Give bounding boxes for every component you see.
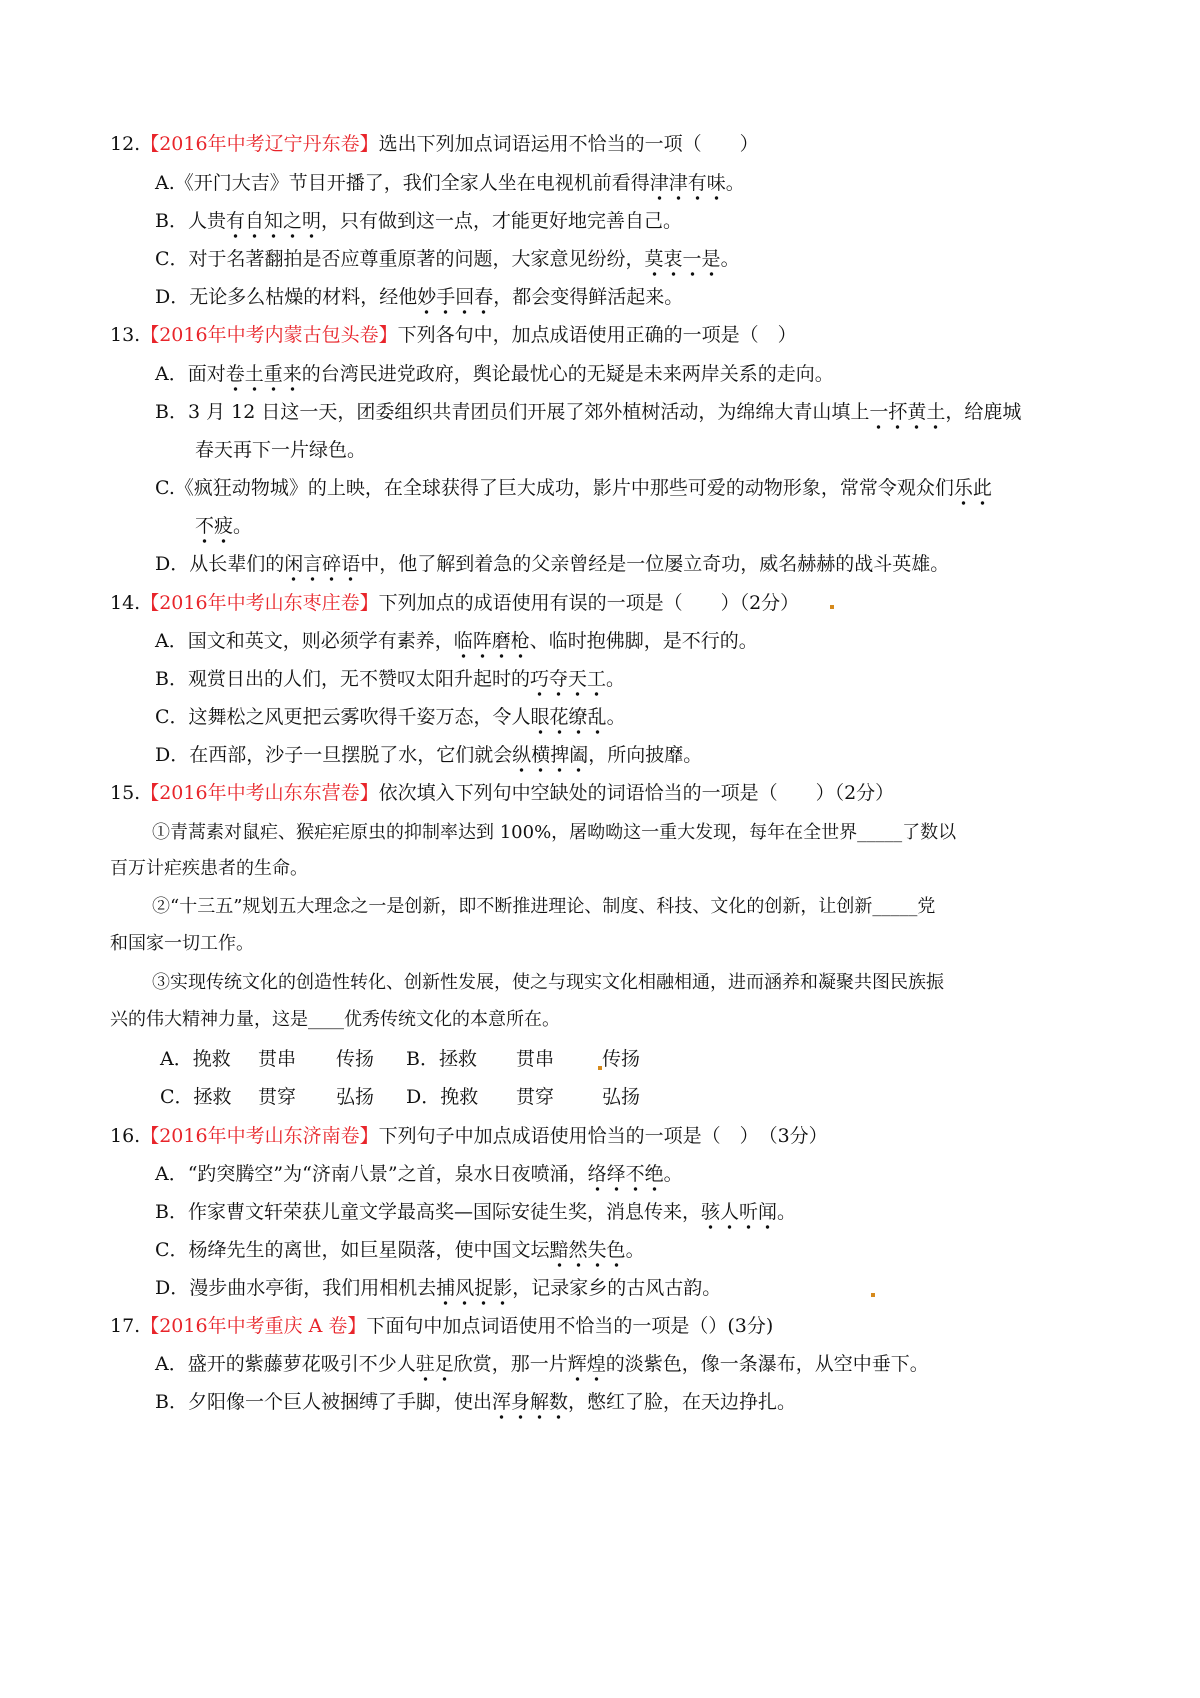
option-text: A．国文和英文，则必须学有素养， <box>155 630 454 652</box>
option-text: B．观赏日出的人们，无不赞叹太阳升起时的 <box>155 668 530 690</box>
option-text: ，记录家乡的古风古韵。 <box>512 1277 722 1299</box>
option-text: C．杨绛先生的离世，如巨星陨落，使中国文坛 <box>155 1239 550 1261</box>
dotted-idiom: 骇人听闻 <box>701 1201 777 1230</box>
choice-cell: B．拯救 <box>406 1048 477 1070</box>
source-tag: 【2016年中考重庆 A 卷】 <box>140 1315 367 1337</box>
option-text: B．3 月 12 日这一天，团委组织共青团员们开展了郊外植树活动，为绵绵大青山填上 <box>155 401 870 423</box>
option-b <box>155 666 625 692</box>
option-text: C．对于名著翻拍是否应尊重原著的问题，大家意见纷纷， <box>155 248 645 270</box>
passage-3-line-2: 兴的伟大精神力量，这是____优秀传统文化的本意所在。 <box>110 1009 560 1030</box>
source-tag: 【2016年中考山东东营卷】 <box>140 782 379 804</box>
dotted-idiom: 不疲 <box>195 515 233 544</box>
question-15-stem <box>110 780 894 806</box>
option-a <box>155 628 758 654</box>
question-text: 选出下列加点词语运用不恰当的一项（ ） <box>378 133 759 155</box>
dotted-idiom: 临阵磨枪 <box>454 630 530 659</box>
option-text: D．从长辈们的 <box>155 553 285 575</box>
option-a <box>155 1351 929 1377</box>
option-text: D．在西部，沙子一旦摆脱了水，它们就会 <box>155 744 513 766</box>
dotted-idiom: 卷土重来 <box>226 363 302 392</box>
option-c <box>155 475 992 501</box>
option-text: C．这舞松之风更把云雾吹得千姿万态，令人 <box>155 706 531 728</box>
source-tag: 【2016年中考山东济南卷】 <box>140 1125 379 1147</box>
option-c-continued <box>195 513 252 539</box>
option-b <box>155 208 682 234</box>
option-text: D．无论多么枯燥的材料，经他 <box>155 286 418 308</box>
question-text: 下列加点的成语使用有误的一项是（ ）（2分） <box>378 592 800 614</box>
option-text: 。 <box>663 1163 683 1185</box>
question-14-stem <box>110 590 799 616</box>
dotted-idiom: 浑身解数 <box>492 1391 568 1420</box>
question-text: 下列句子中加点成语使用恰当的一项是（ ） （3分） <box>378 1125 828 1147</box>
dotted-idiom: 纵横捭阖 <box>512 744 588 773</box>
stray-dot-mark <box>598 1066 602 1070</box>
option-b <box>155 1199 796 1225</box>
option-c <box>155 246 740 272</box>
passage-1-line-2: 百万计疟疾患者的生命。 <box>110 858 308 879</box>
option-text: 中，他了解到着急的父亲曾经是一位屡立奇功，威名赫赫的战斗英雄。 <box>360 553 950 575</box>
dotted-idiom: 眼花缭乱 <box>531 706 607 735</box>
passage-3-line-1: ③实现传统文化的创造性转化、创新性发展，使之与现实文化相融相通，进而涵养和凝聚共图民族振 <box>152 972 944 993</box>
option-text: B．夕阳像一个巨人被捆缚了手脚，使出 <box>155 1391 492 1413</box>
choice-cell: 贯串 <box>258 1048 297 1070</box>
option-text: 。 <box>776 1201 796 1223</box>
option-a <box>155 1161 683 1187</box>
dotted-idiom: 津津有味 <box>650 172 726 201</box>
option-text: A．面对 <box>155 363 226 385</box>
option-text: D．漫步曲水亭街，我们用相机去 <box>155 1277 437 1299</box>
stray-dot-mark <box>871 1293 875 1297</box>
option-text: ，只有做到这一点，才能更好地完善自己。 <box>320 210 682 232</box>
question-17-stem <box>110 1313 773 1339</box>
option-text: 。 <box>625 1239 645 1261</box>
source-tag: 【2016年中考内蒙古包头卷】 <box>140 324 398 346</box>
question-12-stem <box>110 131 759 157</box>
choice-cell: D．挽救 <box>406 1086 479 1108</box>
dotted-idiom: 巧夺天工 <box>530 668 606 697</box>
option-b <box>155 399 1021 425</box>
question-number: 13. <box>110 324 141 346</box>
option-b-continued: 春天再下一片绿色。 <box>195 439 367 461</box>
option-c <box>155 1237 645 1263</box>
option-text: 的淡紫色，像一条瀑布，从空中垂下。 <box>605 1353 929 1375</box>
choice-cell: 贯串 <box>516 1048 555 1070</box>
option-d <box>155 1275 721 1301</box>
dotted-idiom: 黯然失色 <box>550 1239 626 1268</box>
question-number: 12. <box>110 133 141 155</box>
dotted-idiom: 辉煌 <box>568 1353 606 1382</box>
dotted-idiom: 络绎不绝 <box>588 1163 664 1192</box>
option-text: 。 <box>720 248 740 270</box>
option-a <box>155 361 834 387</box>
option-text: 欣赏，那一片 <box>453 1353 568 1375</box>
choice-cell: 弘扬 <box>602 1086 641 1108</box>
dotted-idiom: 乐此 <box>954 477 992 506</box>
choice-cell: A．挽救 <box>160 1048 231 1070</box>
option-text: 。 <box>233 515 253 537</box>
question-13-stem <box>110 322 797 348</box>
option-text: 、临时抱佛脚，是不行的。 <box>529 630 758 652</box>
question-number: 17. <box>110 1315 141 1337</box>
question-text: 依次填入下列句中空缺处的词语恰当的一项是（ ）（2分） <box>378 782 895 804</box>
option-d <box>155 742 702 768</box>
dotted-idiom: 有自知之明 <box>226 210 321 239</box>
option-a <box>155 170 745 196</box>
option-text: B．人贵 <box>155 210 226 232</box>
source-tag: 【2016年中考辽宁丹东卷】 <box>140 133 379 155</box>
choice-cell: C．拯救 <box>160 1086 232 1108</box>
choice-row-2 <box>160 1084 640 1110</box>
option-text: C.《疯狂动物城》的上映，在全球获得了巨大成功，影片中那些可爱的动物形象，常常令观众们 <box>155 477 954 499</box>
dotted-idiom: 莫衷一是 <box>645 248 721 277</box>
question-number: 15. <box>110 782 141 804</box>
option-text: ，都会变得鲜活起来。 <box>493 286 684 308</box>
passage-1-line-1: ①青蒿素对鼠疟、猴疟疟原虫的抑制率达到 100%，屠呦呦这一重大发现，每年在全世界_____了数以 <box>152 822 957 843</box>
choice-cell: 贯穿 <box>258 1086 297 1108</box>
choice-cell: 弘扬 <box>336 1086 375 1108</box>
question-16-stem <box>110 1123 828 1149</box>
option-text: A．“趵突腾空”为“济南八景”之首，泉水日夜喷涌， <box>155 1163 588 1185</box>
dotted-idiom: 闲言碎语 <box>284 553 360 582</box>
option-text: A．盛开的紫藤萝花吸引不少人 <box>155 1353 416 1375</box>
dotted-idiom: 捕风捉影 <box>436 1277 512 1306</box>
option-text: 。 <box>605 668 625 690</box>
passage-2-line-2: 和国家一切工作。 <box>110 933 254 954</box>
option-text: ，所向披靡。 <box>588 744 703 766</box>
dotted-idiom: 一抔黄土 <box>869 401 945 430</box>
stray-dot-mark <box>830 605 834 609</box>
choice-cell: 传扬 <box>602 1048 641 1070</box>
dotted-idiom: 驻足 <box>416 1353 454 1382</box>
question-number: 14. <box>110 592 141 614</box>
passage-2-line-1: ②“十三五”规划五大理念之一是创新，即不断推进理论、制度、科技、文化的创新，让创新_____党 <box>152 896 936 917</box>
choice-cell: 贯穿 <box>516 1086 555 1108</box>
question-text: 下面句中加点词语使用不恰当的一项是（）(3分) <box>366 1315 774 1337</box>
source-tag: 【2016年中考山东枣庄卷】 <box>140 592 379 614</box>
option-text: 。 <box>606 706 626 728</box>
option-c <box>155 704 626 730</box>
dotted-idiom: 妙手回春 <box>417 286 493 315</box>
option-text: ，憋红了脸，在天边挣扎。 <box>567 1391 796 1413</box>
option-text: 的台湾民进党政府，舆论最忧心的无疑是未来两岸关系的走向。 <box>301 363 834 385</box>
choice-cell: 传扬 <box>336 1048 375 1070</box>
option-text: B．作家曹文轩荣获儿童文学最高奖—国际安徒生奖，消息传来， <box>155 1201 701 1223</box>
option-text: ，给鹿城 <box>945 401 1022 423</box>
option-b <box>155 1389 796 1415</box>
option-text: A.《开门大吉》节目开播了，我们全家人坐在电视机前看得 <box>155 172 650 194</box>
option-d <box>155 284 683 310</box>
option-d <box>155 551 949 577</box>
choice-row-1 <box>160 1046 640 1072</box>
question-number: 16. <box>110 1125 141 1147</box>
option-text: 。 <box>725 172 745 194</box>
question-text: 下列各句中，加点成语使用正确的一项是（ ） <box>397 324 797 346</box>
